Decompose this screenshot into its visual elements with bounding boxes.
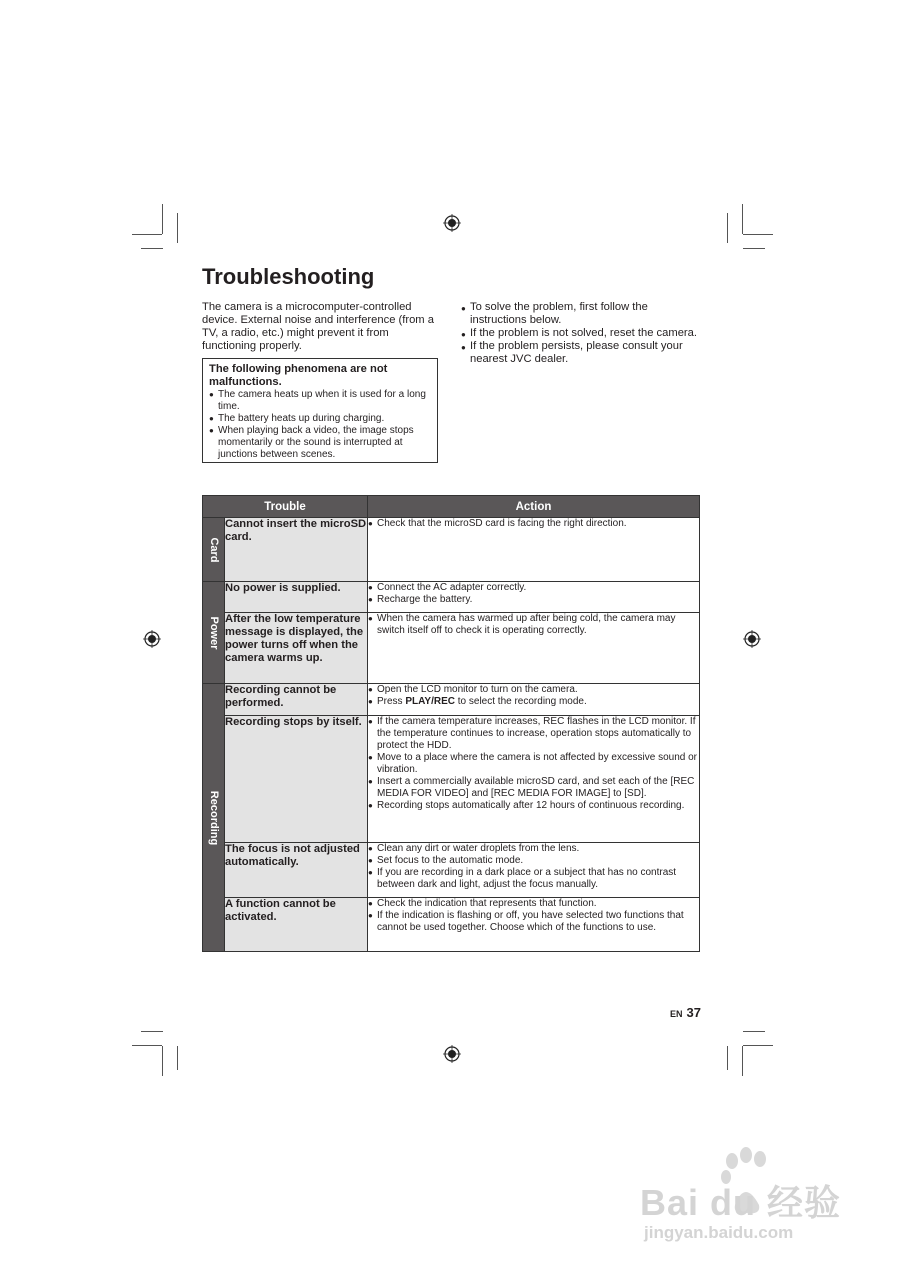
crop-mark	[177, 213, 178, 243]
column-header-trouble: Trouble	[203, 496, 368, 518]
note-item: ● When playing back a video, the image stops momentarily or the sound is interrupted at junctions between scenes.	[209, 425, 431, 461]
trouble-cell: Recording stops by itself.	[225, 716, 368, 843]
crop-mark	[743, 1031, 765, 1032]
trouble-cell: Recording cannot be performed.	[225, 684, 368, 716]
table-row	[203, 843, 700, 898]
note-box-heading: The following phenomena are not malfunctions.	[209, 363, 388, 388]
watermark-brand: Bai du 经验	[640, 1182, 842, 1223]
trouble-cell: A function cannot be activated.	[225, 898, 368, 952]
trouble-cell: The focus is not adjusted automatically.	[225, 843, 368, 898]
crop-mark	[177, 1046, 178, 1070]
action-cell: ● Open the LCD monitor to turn on the camera. ● Press PLAY/REC to select the recording mode.	[368, 684, 700, 716]
action-cell: ● Connect the AC adapter correctly. ● Recharge the battery.	[368, 582, 700, 613]
troubleshooting-table	[202, 495, 700, 952]
crop-mark	[132, 1045, 162, 1046]
watermark	[640, 1145, 860, 1255]
table-row	[203, 518, 700, 582]
crop-mark	[742, 204, 743, 234]
action-cell: ● Check the indication that represents that function. ● If the indication is flashing or off, you have selected two functions that cannot be used together. Choose which of the functions to use.	[368, 898, 700, 952]
action-cell: ● Check that the microSD card is facing the right direction.	[368, 518, 700, 582]
category-recording: Recording	[203, 684, 225, 952]
steps-list	[461, 301, 701, 366]
trouble-cell: No power is supplied.	[225, 582, 368, 613]
crop-mark	[141, 248, 163, 249]
note-item: ● The battery heats up during charging.	[209, 413, 431, 425]
step-item: ● To solve the problem, first follow the instructions below.	[461, 301, 701, 327]
table-row	[203, 716, 700, 843]
table-row	[203, 684, 700, 716]
crop-mark	[162, 204, 163, 234]
category-power: Power	[203, 582, 225, 684]
table-row	[203, 898, 700, 952]
step-item: ● If the problem is not solved, reset the camera.	[461, 327, 701, 340]
crop-mark	[141, 1031, 163, 1032]
action-cell: ● When the camera has warmed up after being cold, the camera may switch itself off to check it is operating correctly.	[368, 613, 700, 684]
crop-mark	[743, 234, 773, 235]
action-cell: ● Clean any dirt or water droplets from the lens. ● Set focus to the automatic mode. ● If you are recording in a dark place or a subject that has no contrast between dark and light, adjust the focus manually.	[368, 843, 700, 898]
crop-mark	[743, 1045, 773, 1046]
trouble-cell: Cannot insert the microSD card.	[225, 518, 368, 582]
page-number-value: 37	[686, 1005, 701, 1020]
language-code: EN	[670, 1009, 683, 1019]
action-cell: ● If the camera temperature increases, REC flashes in the LCD monitor. If the temperature continues to increase, operation stops automatically to protect the HDD. ● Move to a place where the camera is not affected by excessive sound or vibration. ● Insert a commercially available microSD card, and set each of the [REC MEDIA FOR VIDEO] and [REC MEDIA FOR IMAGE] to [SD]. ● Recording stops automatically after 12 hours of continuous recording.	[368, 716, 700, 843]
watermark-url: jingyan.baidu.com	[644, 1223, 794, 1242]
page-title: Troubleshooting	[202, 264, 375, 289]
registration-mark-icon	[743, 630, 761, 648]
note-item: ● The camera heats up when it is used for a long time.	[209, 389, 431, 413]
column-header-action: Action	[368, 496, 700, 518]
crop-mark	[742, 1046, 743, 1076]
table-row	[203, 613, 700, 684]
crop-mark	[727, 1046, 728, 1070]
registration-mark-icon	[143, 630, 161, 648]
registration-mark-icon	[443, 1045, 461, 1063]
crop-mark	[743, 248, 765, 249]
table-row	[203, 582, 700, 613]
note-box	[202, 358, 438, 463]
crop-mark	[132, 234, 162, 235]
category-card: Card	[203, 518, 225, 582]
registration-mark-icon	[443, 214, 461, 232]
crop-mark	[162, 1046, 163, 1076]
trouble-cell: After the low temperature message is displayed, the power turns off when the camera warms up.	[225, 613, 368, 684]
step-item: ● If the problem persists, please consult your nearest JVC dealer.	[461, 340, 701, 366]
intro-paragraph: The camera is a microcomputer-controlled device. External noise and interference (from a TV, a radio, etc.) might prevent it from functioning properly.	[202, 301, 434, 352]
crop-mark	[727, 213, 728, 243]
page-number	[670, 1005, 701, 1020]
